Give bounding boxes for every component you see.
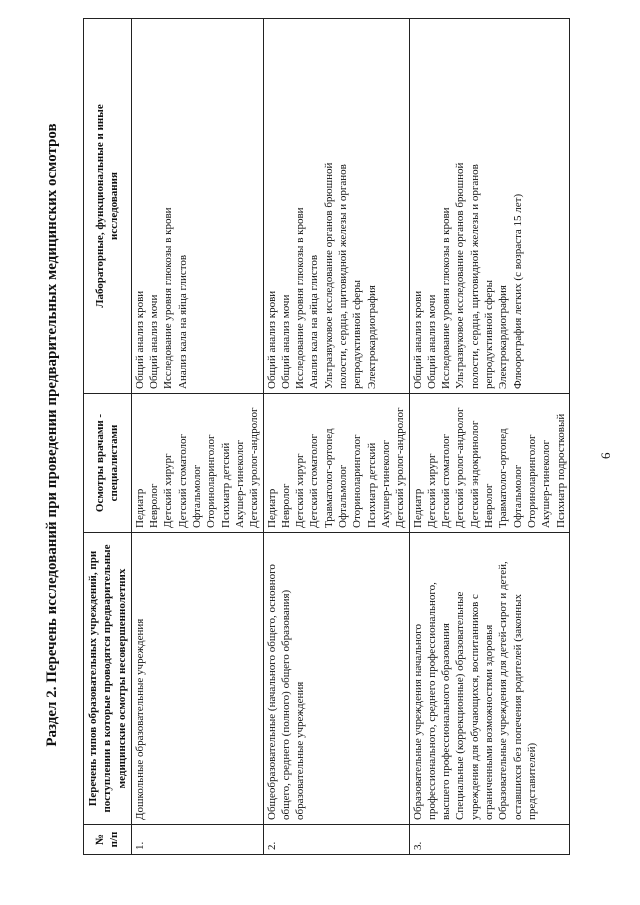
- institution-type: [131, 533, 263, 825]
- header-labs-line: исследования: [108, 172, 121, 240]
- doctor-item: Офтальмолог: [337, 464, 350, 528]
- lab-item: Ультразвуковое исследование органов брюшной: [454, 162, 467, 389]
- doctor-item: Невролог: [148, 483, 161, 528]
- lab-item: Электрокардиография: [365, 285, 378, 389]
- doctor-item: Оториноларинголог: [525, 434, 538, 528]
- row-number: 1.: [131, 825, 263, 855]
- section-title: Раздел 2. Перечень исследований при проведении предварительных медицинских осмотров: [44, 123, 60, 747]
- header-labs: [84, 19, 132, 394]
- lab-item: репродуктивной сферы: [351, 279, 364, 389]
- doctor-item: Детский уролог-андролог: [248, 407, 261, 528]
- lab-item: Общий анализ крови: [133, 290, 146, 389]
- institution-type: [409, 533, 569, 825]
- doctors-list: [409, 394, 569, 533]
- doctor-item: Педиатр: [411, 488, 424, 528]
- doctor-item: Невролог: [483, 483, 496, 528]
- header-type-line: медицинские осмотры несовершеннолетних: [115, 568, 128, 789]
- type-line: оставшихся без попечения родителей (законных: [511, 593, 524, 820]
- lab-item: Исследование уровня глюкозы в крови: [440, 207, 453, 389]
- doctor-item: Психиатр подростковый: [554, 413, 567, 528]
- doctor-item: Педиатр: [265, 488, 278, 528]
- type-line: учреждения для обучающихся, воспитанников с: [468, 594, 481, 820]
- labs-list: [409, 19, 569, 394]
- doctor-item: Детский стоматолог: [308, 433, 321, 528]
- type-line: Образовательные учреждения для детей-сирот и детей,: [497, 561, 510, 820]
- doctor-item: Детский хирург: [162, 453, 175, 528]
- type-line: Общеобразовательные (начального общего, основного: [265, 564, 278, 820]
- doctor-item: Офтальмолог: [511, 464, 524, 528]
- header-doctors-line: Осмотры врачами -: [94, 413, 107, 513]
- table-row: [131, 19, 263, 855]
- doctor-item: Акушер-гинеколог: [540, 440, 553, 528]
- row-number: 3.: [409, 825, 569, 855]
- header-type-line: Перечень типов образовательных учреждений, при: [87, 550, 99, 807]
- doctor-item: Детский уролог-андролог: [394, 407, 407, 528]
- table-row: [409, 19, 569, 855]
- type-line: Специальные (коррекционные) образовательные: [454, 591, 467, 820]
- type-line: Дошкольные образовательные учреждения: [133, 618, 146, 820]
- row-number: 2.: [263, 825, 409, 855]
- type-line: ограниченными возможностями здоровья: [483, 624, 496, 820]
- doctor-item: Офтальмолог: [191, 464, 204, 528]
- lab-item: Общий анализ мочи: [425, 294, 438, 389]
- doctor-item: Невролог: [279, 483, 292, 528]
- lab-item: полости, сердца, щитовидной железы и органов: [337, 164, 350, 389]
- doctor-item: Детский уролог-андролог: [454, 407, 467, 528]
- header-type-line: поступлении в которые проводятся предварительные: [101, 544, 114, 813]
- table-row: [263, 19, 409, 855]
- lab-item: Электрокардиография: [497, 285, 510, 389]
- type-line: профессионального, среднего профессионального,: [425, 582, 438, 820]
- lab-item: Анализ кала на яйца глистов: [176, 254, 189, 389]
- doctor-item: Детский хирург: [425, 453, 438, 528]
- labs-list: [263, 19, 409, 394]
- doctor-item: Детский стоматолог: [176, 433, 189, 528]
- type-line: общего, среднего (полного) общего образования): [279, 589, 292, 820]
- lab-item: Флюорография легких (с возраста 15 лет): [511, 193, 524, 389]
- table-header-row: [84, 19, 132, 855]
- doctor-item: Детский стоматолог: [440, 433, 453, 528]
- header-type: [84, 533, 132, 825]
- doctors-list: [263, 394, 409, 533]
- doctor-item: Травматолог-ортопед: [497, 428, 510, 528]
- header-num-line: №: [94, 833, 107, 846]
- type-line: образовательные учреждения: [294, 681, 307, 820]
- header-labs-line: Лабораторные, функциональные и иные: [94, 104, 107, 308]
- type-line: высшего профессионального образования: [440, 623, 453, 820]
- doctor-item: Оториноларинголог: [351, 434, 364, 528]
- header-doctors-line: специалистами: [108, 424, 121, 502]
- lab-item: Общий анализ мочи: [279, 294, 292, 389]
- header-num: [84, 825, 132, 855]
- lab-item: репродуктивной сферы: [483, 279, 496, 389]
- header-num-line: п/п: [108, 831, 121, 848]
- lab-item: Исследование уровня глюкозы в крови: [162, 207, 175, 389]
- lab-item: Общий анализ крови: [265, 290, 278, 389]
- type-line: представителей): [525, 742, 538, 820]
- doctor-item: Психиатр детский: [219, 442, 232, 528]
- examinations-table: [83, 18, 570, 855]
- lab-item: Общий анализ крови: [411, 290, 424, 389]
- doctor-item: Педиатр: [133, 488, 146, 528]
- labs-list: [131, 19, 263, 394]
- doctor-item: Оториноларинголог: [205, 434, 218, 528]
- doctor-item: Акушер-гинеколог: [379, 440, 392, 528]
- institution-type: [263, 533, 409, 825]
- type-line: Образовательные учреждения начального: [411, 623, 424, 820]
- doctors-list: [131, 394, 263, 533]
- lab-item: Ультразвуковое исследование органов брюшной: [322, 162, 335, 389]
- header-doctors: [84, 394, 132, 533]
- doctor-item: Детский эндокринолог: [468, 420, 481, 528]
- doctor-item: Акушер-гинеколог: [233, 440, 246, 528]
- doctor-item: Детский хирург: [294, 453, 307, 528]
- page-number: 6: [598, 452, 613, 459]
- doctor-item: Психиатр детский: [365, 442, 378, 528]
- lab-item: Анализ кала на яйца глистов: [308, 254, 321, 389]
- lab-item: полости, сердца, щитовидной железы и органов: [468, 164, 481, 389]
- doctor-item: Травматолог-ортопед: [322, 428, 335, 528]
- lab-item: Исследование уровня глюкозы в крови: [294, 207, 307, 389]
- lab-item: Общий анализ мочи: [148, 294, 161, 389]
